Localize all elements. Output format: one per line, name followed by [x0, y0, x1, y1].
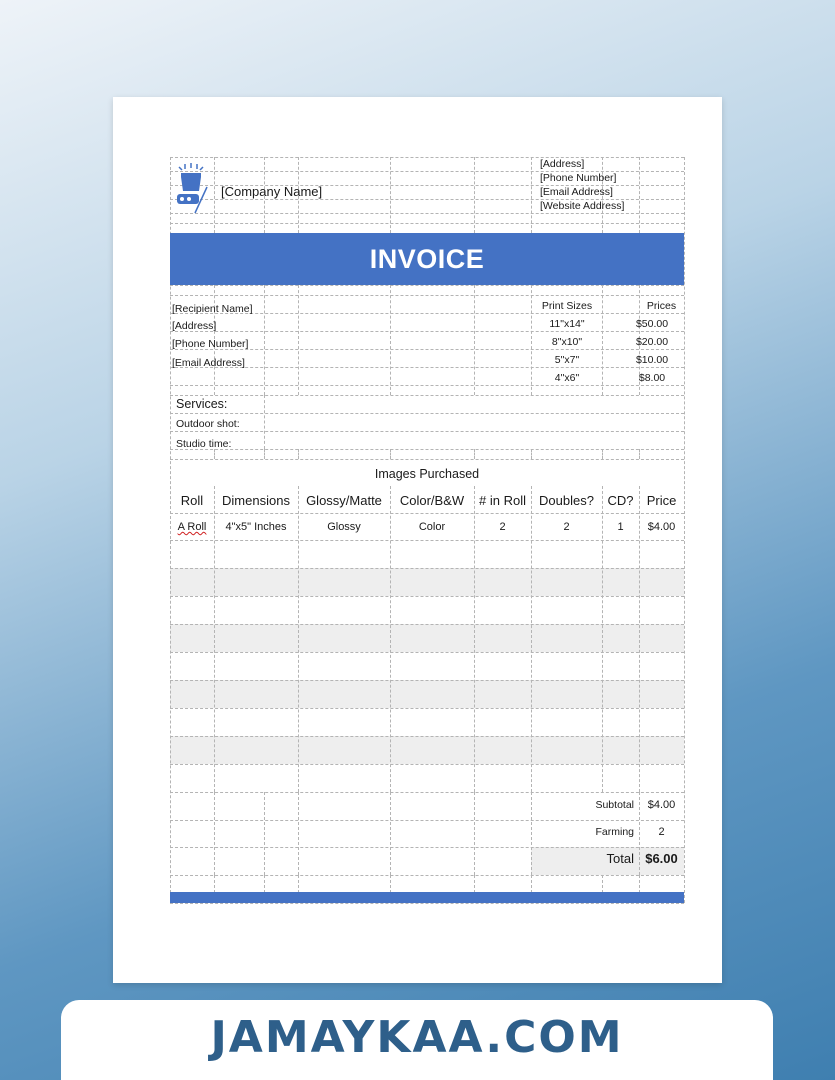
total-label: Total	[606, 851, 634, 866]
invoice-title: INVOICE	[170, 233, 684, 285]
price-list-price: $20.00	[635, 336, 669, 348]
grid-line	[170, 652, 684, 653]
row-count: 2	[499, 521, 506, 533]
grid-line	[170, 513, 684, 514]
farming-value: 2	[658, 826, 665, 838]
grid-line	[170, 395, 684, 396]
outdoor-shot-label: Outdoor shot:	[176, 418, 240, 430]
grid-line	[170, 459, 684, 460]
farming-label: Farming	[595, 826, 634, 838]
column-header-color: Color/B&W	[399, 493, 465, 508]
recipient-name: [Recipient Name]	[172, 303, 253, 315]
grid-line	[170, 295, 684, 296]
price-list-price-header: Prices	[646, 300, 677, 312]
row-roll: A Roll	[177, 521, 207, 533]
grid-line	[170, 596, 684, 597]
row-dimensions: 4"x5" Inches	[225, 521, 287, 533]
grid-line	[390, 285, 391, 395]
company-email: [Email Address]	[540, 186, 613, 198]
grid-line	[170, 367, 684, 368]
grid-line	[474, 157, 475, 233]
grid-line	[170, 875, 684, 876]
shaded-row	[170, 568, 684, 596]
grid-line	[170, 331, 684, 332]
grid-line	[531, 157, 532, 233]
recipient-email: [Email Address]	[172, 357, 245, 369]
grid-line	[170, 385, 684, 386]
grid-line	[170, 680, 684, 681]
photo-printer-logo-icon	[173, 161, 209, 215]
grid-line	[170, 792, 684, 793]
grid-line	[170, 213, 684, 214]
row-cd: 1	[617, 521, 624, 533]
recipient-phone: [Phone Number]	[172, 338, 249, 350]
row-color: Color	[418, 521, 446, 533]
grid-line	[170, 157, 684, 158]
grid-line	[639, 157, 640, 233]
row-price: $4.00	[647, 521, 676, 533]
grid-line	[214, 792, 215, 875]
grid-line	[639, 449, 640, 459]
grid-line	[170, 449, 684, 450]
column-header-cd: CD?	[607, 493, 634, 508]
studio-time-label: Studio time:	[176, 438, 232, 450]
grid-line	[474, 449, 475, 459]
company-name: [Company Name]	[221, 184, 323, 199]
column-header-count: # in Roll	[479, 493, 526, 508]
grid-line	[170, 413, 684, 414]
price-list-price: $8.00	[638, 372, 666, 384]
grid-line	[264, 285, 265, 395]
recipient-address: [Address]	[172, 320, 217, 332]
column-header-roll: Roll	[180, 493, 204, 508]
grid-line	[214, 157, 215, 233]
grid-line	[684, 157, 685, 903]
price-list-size: 8"x10"	[551, 336, 583, 348]
grid-line	[264, 395, 265, 449]
services-label: Services:	[176, 397, 228, 411]
grid-line	[170, 820, 684, 821]
company-phone: [Phone Number]	[540, 172, 617, 184]
grid-line	[474, 285, 475, 395]
price-list-price: $10.00	[635, 354, 669, 366]
images-purchased-title: Images Purchased	[374, 467, 480, 481]
shaded-row	[170, 680, 684, 708]
price-list-size: 5"x7"	[554, 354, 580, 366]
subtotal-label: Subtotal	[595, 799, 634, 811]
grid-line	[170, 624, 684, 625]
price-list-size: 4"x6"	[554, 372, 580, 384]
column-header-price: Price	[646, 493, 677, 508]
grid-line	[298, 449, 299, 459]
grid-line	[214, 449, 215, 459]
grid-line	[170, 736, 684, 737]
row-doubles: 2	[563, 521, 570, 533]
column-header-finish: Glossy/Matte	[306, 493, 382, 508]
grid-line	[298, 792, 299, 875]
watermark-text: JAMAYKAA.COM	[210, 1011, 624, 1063]
company-address: [Address]	[540, 158, 585, 170]
grid-line	[170, 285, 684, 286]
grid-line	[602, 285, 603, 395]
grid-line	[170, 708, 684, 709]
watermark-banner	[61, 1000, 773, 1080]
grid-line	[602, 449, 603, 459]
invoice-sheet	[170, 157, 684, 905]
grid-line	[170, 903, 684, 904]
shaded-row	[170, 736, 684, 764]
grid-line	[474, 792, 475, 875]
shaded-row	[170, 624, 684, 652]
subtotal-value: $4.00	[647, 799, 676, 811]
price-list-size-header: Print Sizes	[541, 300, 593, 312]
grid-line	[298, 285, 299, 395]
grid-line	[390, 792, 391, 875]
total-value: $6.00	[645, 851, 678, 866]
grid-line	[170, 540, 684, 541]
column-header-dimensions: Dimensions	[222, 493, 290, 508]
bottom-accent-bar	[170, 892, 684, 903]
grid-line	[264, 449, 265, 459]
grid-line	[170, 847, 684, 848]
grid-line	[390, 449, 391, 459]
grid-line	[390, 157, 391, 233]
price-list-price: $50.00	[635, 318, 669, 330]
price-list-size: 11"x14"	[549, 318, 585, 330]
column-header-doubles: Doubles?	[539, 493, 594, 508]
row-finish: Glossy	[327, 521, 361, 533]
grid-line	[170, 223, 684, 224]
company-website: [Website Address]	[540, 200, 625, 212]
grid-line	[170, 764, 684, 765]
invoice-page	[113, 97, 722, 983]
grid-line	[170, 431, 684, 432]
grid-line	[264, 792, 265, 875]
grid-line	[170, 568, 684, 569]
grid-line	[531, 449, 532, 459]
